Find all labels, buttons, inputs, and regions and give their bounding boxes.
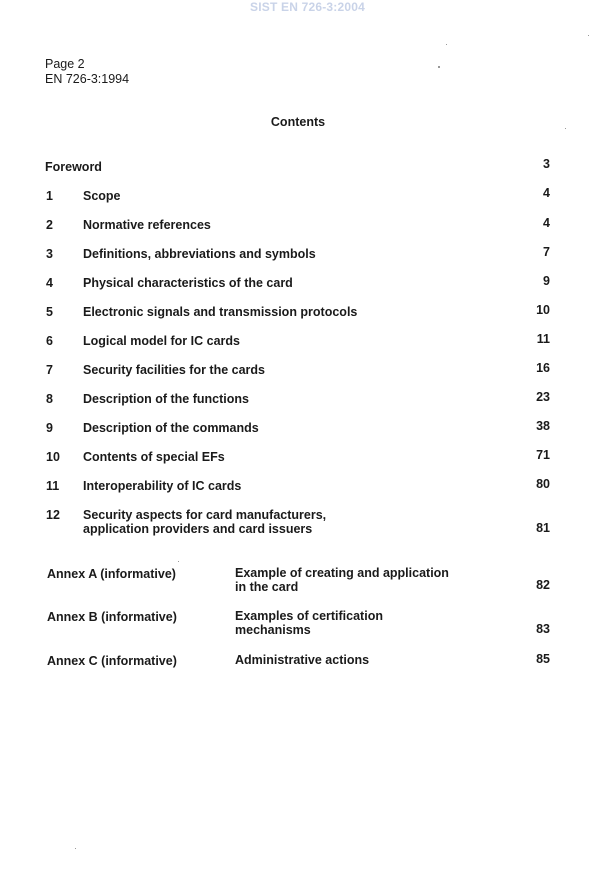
toc-label: Physical characteristics of the card (83, 276, 293, 290)
toc-page: 7 (543, 245, 550, 259)
toc-label: Security facilities for the cards (83, 363, 266, 377)
toc-label: Electronic signals and transmission protocols (83, 305, 358, 319)
annex-title-line: in the card (235, 580, 299, 594)
toc-number: 1 (46, 189, 53, 203)
toc-label: Scope (83, 189, 121, 203)
toc-label: Interoperability of IC cards (83, 479, 242, 493)
toc-page: 80 (536, 477, 550, 491)
toc-page: 23 (536, 390, 550, 404)
scan-speck (565, 128, 566, 129)
toc-page: 9 (543, 274, 550, 288)
toc-number: 2 (46, 218, 53, 232)
toc-number: 5 (46, 305, 53, 319)
toc-label: Definitions, abbreviations and symbols (83, 247, 316, 261)
page-number: Page 2 (45, 57, 85, 71)
toc-page: 71 (536, 448, 550, 462)
toc-page: 3 (543, 157, 550, 171)
toc-number: 4 (46, 276, 53, 290)
watermark: SIST EN 726-3:2004 (250, 0, 365, 14)
toc-number: 11 (46, 479, 60, 493)
annex-title-line: Examples of certification (235, 609, 383, 623)
scan-speck (75, 848, 76, 849)
annex-label: Annex C (informative) (47, 654, 177, 668)
toc-number: 6 (46, 334, 53, 348)
annex-title (235, 566, 449, 594)
toc-page: 11 (536, 332, 550, 346)
toc-label-line: Security aspects for card manufacturers, (83, 508, 327, 522)
toc-page: 4 (543, 186, 550, 200)
toc-number: 8 (46, 392, 53, 406)
toc-label: Description of the commands (83, 421, 259, 435)
annex-title-line: Administrative actions (235, 653, 370, 667)
annex-page: 85 (536, 652, 550, 666)
toc-number: 3 (46, 247, 53, 261)
toc-page: 4 (543, 216, 550, 230)
annex-title-line: Example of creating and application (235, 566, 449, 580)
annex-label: Annex A (informative) (47, 567, 176, 581)
scan-speck (438, 66, 440, 68)
standard-id: EN 726-3:1994 (45, 72, 130, 86)
scan-speck (446, 44, 447, 45)
toc-number: 7 (46, 363, 53, 377)
toc-label: Description of the functions (83, 392, 249, 406)
toc-label: Logical model for IC cards (83, 334, 240, 348)
toc-page: 16 (536, 361, 550, 375)
toc-label: Normative references (83, 218, 211, 232)
toc-label: Contents of special EFs (83, 450, 225, 464)
scan-speck (178, 561, 179, 562)
annex-page: 82 (536, 578, 550, 592)
toc-number: 10 (46, 450, 60, 464)
toc-page: 38 (536, 419, 550, 433)
annex-label: Annex B (informative) (47, 610, 177, 624)
toc-label: Foreword (45, 160, 102, 174)
scan-speck (588, 35, 589, 36)
toc-number: 9 (46, 421, 53, 435)
toc-label-line: application providers and card issuers (83, 522, 313, 536)
toc-number: 12 (46, 508, 60, 522)
annex-page: 83 (536, 622, 550, 636)
toc-label (83, 508, 326, 536)
annex-title-line: mechanisms (235, 623, 311, 637)
toc-page: 81 (536, 521, 550, 535)
annex-title (235, 609, 383, 637)
annex-title (235, 653, 369, 667)
toc-page: 10 (536, 303, 550, 317)
page-title: Contents (270, 115, 326, 129)
